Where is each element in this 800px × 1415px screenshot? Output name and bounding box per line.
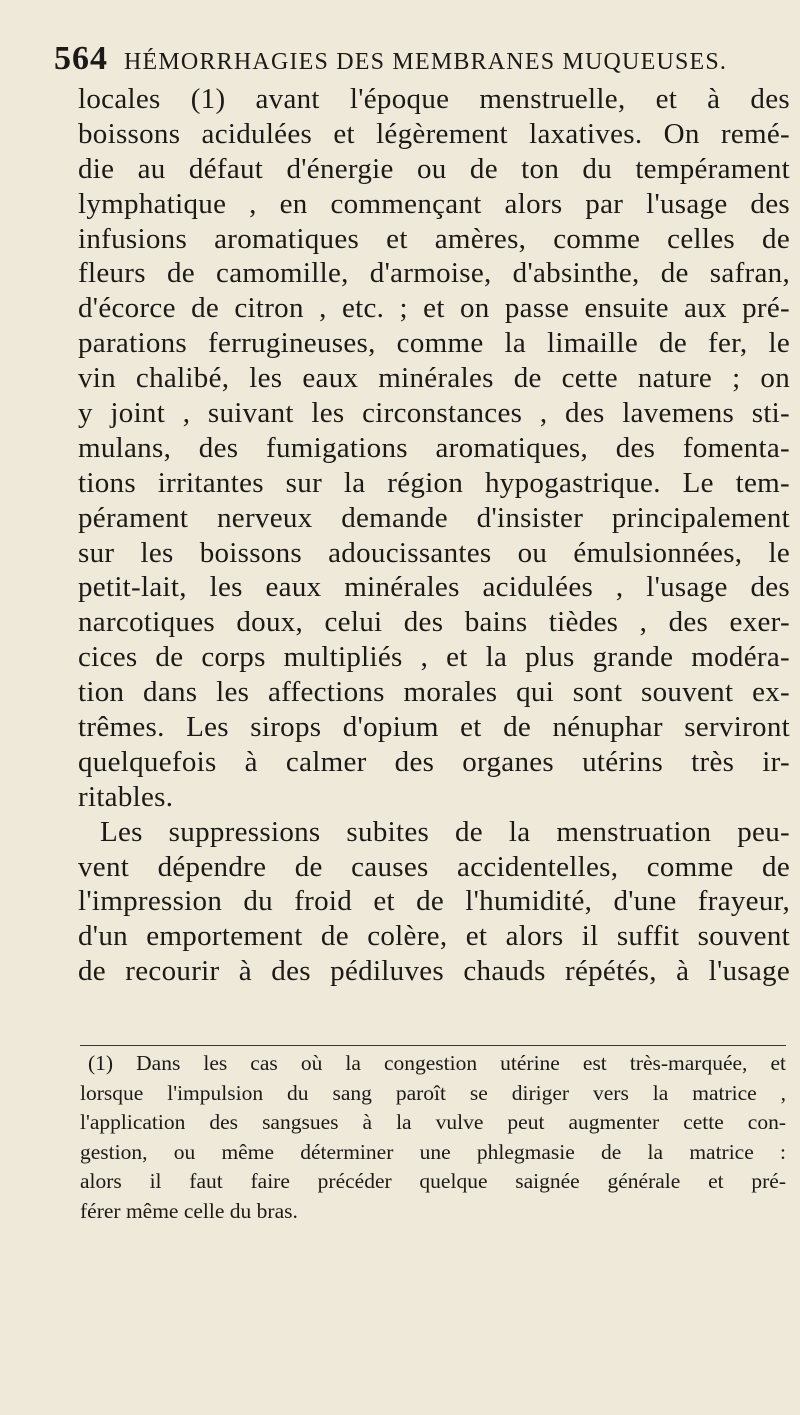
page-number: 564: [54, 40, 108, 77]
text-line: quelquefois à calmer des organes utérins très ir-: [78, 745, 790, 778]
text-line: boissons acidulées et légèrement laxatives. On remé-: [78, 117, 790, 150]
text-line: vent dépendre de causes accidentelles, comme de: [78, 850, 790, 883]
footnote-line: l'application des sangsues à la vulve peut augmenter cette con-: [80, 1110, 786, 1134]
text-line: trêmes. Les sirops d'opium et de nénuphar serviront: [78, 711, 790, 744]
footnote-separator: [80, 1045, 786, 1046]
text-line: ritables.: [78, 780, 174, 813]
text-line: pérament nerveux demande d'insister principalement: [78, 501, 790, 534]
footnote-line: gestion, ou même déterminer une phlegmasie de la matrice :: [80, 1139, 786, 1164]
text-line: lymphatique , en commençant alors par l'usage des: [78, 187, 790, 220]
paragraph-start-line: Les suppressions subites de la menstruation peu-: [100, 815, 790, 848]
text-line: y joint , suivant les circonstances , des lavemens sti-: [78, 397, 790, 430]
text-line: locales (1) avant l'époque menstruelle, et à des: [78, 83, 790, 115]
text-line: narcotiques doux, celui des bains tièdes , des exer-: [78, 606, 790, 639]
text-line: d'un emportement de colère, et alors il suffit souvent: [78, 920, 790, 953]
text-line: tion dans les affections morales qui sont souvent ex-: [78, 676, 790, 709]
text-line: mulans, des fumigations aromatiques, des fomenta-: [78, 431, 790, 464]
body-text: [78, 82, 790, 989]
running-title: HÉMORRHAGIES DES MEMBRANES MUQUEUSES.: [124, 49, 728, 75]
footnote-line: (1) Dans les cas où la congestion utérine est très-marquée, et: [88, 1051, 786, 1075]
text-line: tions irritantes sur la région hypogastrique. Le tem-: [78, 466, 790, 499]
text-line: petit-lait, les eaux minérales acidulées , l'usage des: [78, 571, 790, 604]
text-line: de recourir à des pédiluves chauds répétés, à l'usage: [78, 955, 790, 988]
footnote: [80, 1049, 786, 1226]
text-line: l'impression du froid et de l'humidité, d'une frayeur,: [78, 885, 790, 918]
footnote-line: férer même celle du bras.: [80, 1198, 298, 1223]
text-line: infusions aromatiques et amères, comme celles de: [78, 222, 790, 255]
footnote-line: lorsque l'impulsion du sang paroît se diriger vers la matrice ,: [80, 1080, 786, 1105]
text-line: parations ferrugineuses, comme la limaille de fer, le: [78, 327, 790, 360]
text-line: d'écorce de citron , etc. ; et on passe ensuite aux pré-: [78, 292, 790, 325]
text-line: die au défaut d'énergie ou de ton du tempérament: [78, 152, 790, 185]
text-line: cices de corps multipliés , et la plus grande modéra-: [78, 641, 790, 674]
page-header: [54, 40, 774, 80]
text-line: fleurs de camomille, d'armoise, d'absinthe, de safran,: [78, 257, 790, 290]
text-line: vin chalibé, les eaux minérales de cette nature ; on: [78, 362, 790, 395]
text-line: sur les boissons adoucissantes ou émulsionnées, le: [78, 536, 790, 569]
footnote-line: alors il faut faire précéder quelque saignée générale et pré-: [80, 1169, 786, 1193]
